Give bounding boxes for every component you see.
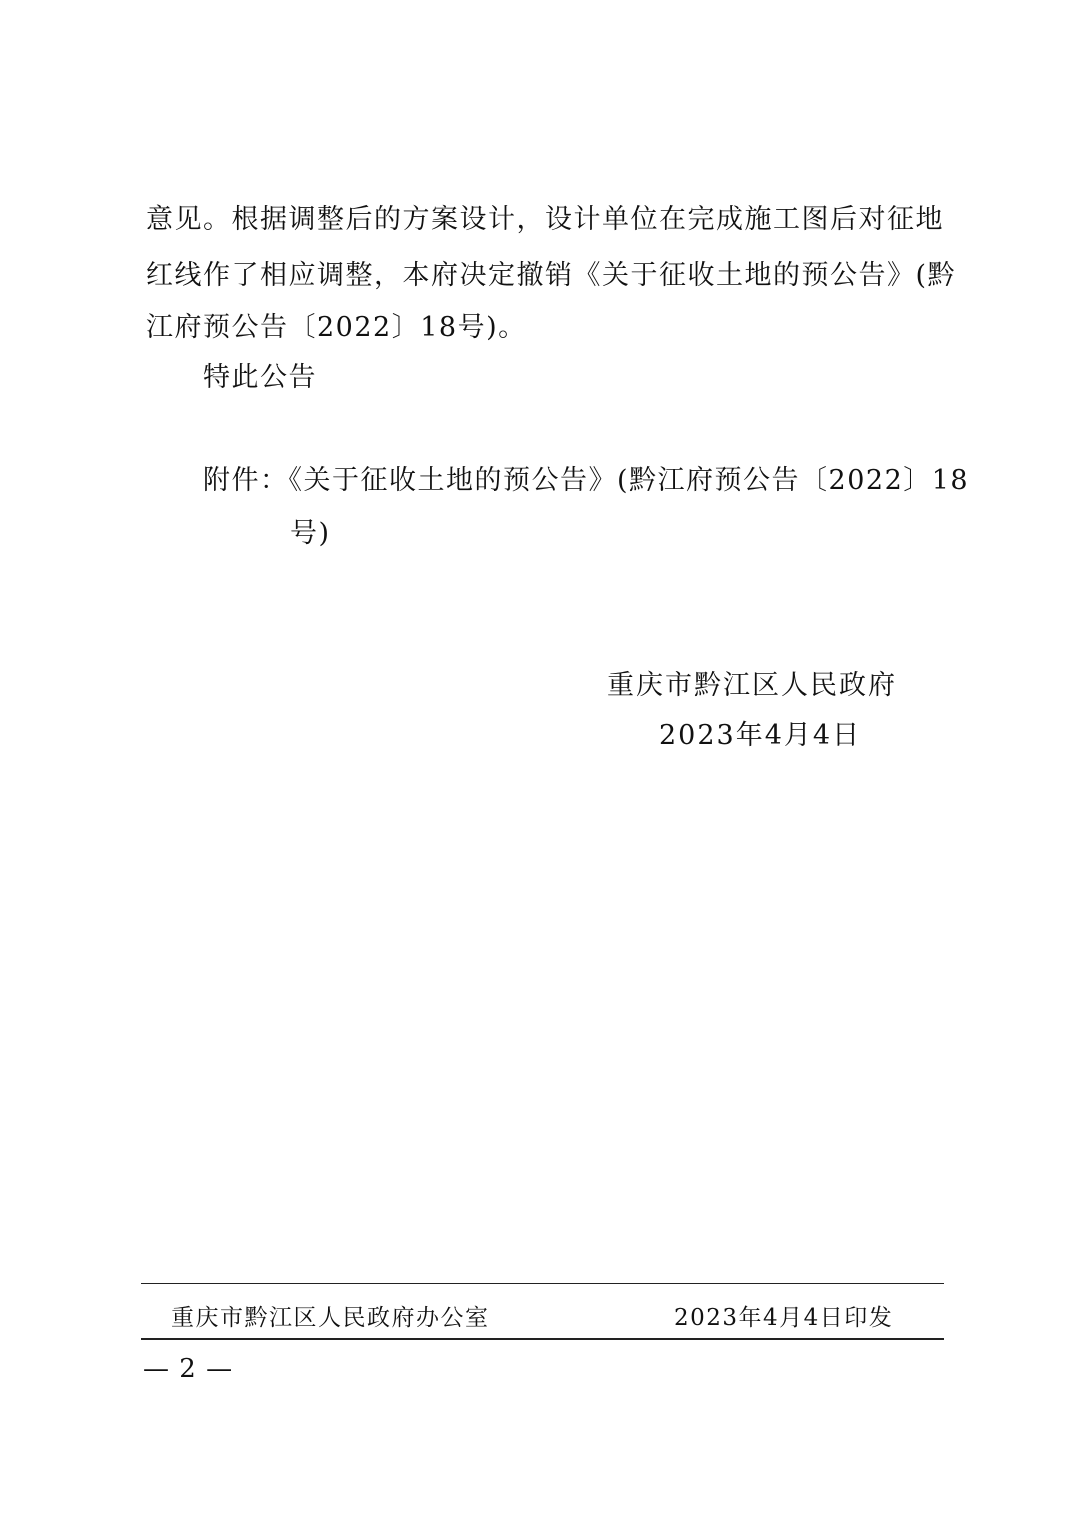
footer-office: 重庆市黔江区人民政府办公室 xyxy=(171,1305,490,1331)
footer-bottom-rule xyxy=(141,1338,944,1340)
signature-date: 2023年4月4日 xyxy=(659,720,862,751)
body-text-line-2: 红线作了相应调整，本府决定撤销《关于征收土地的预公告》(黔 xyxy=(146,260,957,291)
attachment-line-1: 附件：《关于征收土地的预公告》(黔江府预公告〔2022〕18 xyxy=(203,465,970,496)
signature-issuer: 重庆市黔江区人民政府 xyxy=(607,670,897,701)
body-text-line-3: 江府预公告〔2022〕18号)。 xyxy=(146,312,527,343)
footer-issue-date: 2023年4月4日印发 xyxy=(674,1305,894,1331)
footer-top-rule xyxy=(141,1283,944,1284)
page-number: — 2 — xyxy=(143,1354,234,1384)
body-text-line-1: 意见。根据调整后的方案设计，设计单位在完成施工图后对征地 xyxy=(146,204,944,235)
closing-phrase: 特此公告 xyxy=(203,362,317,393)
attachment-line-2: 号) xyxy=(290,518,331,549)
